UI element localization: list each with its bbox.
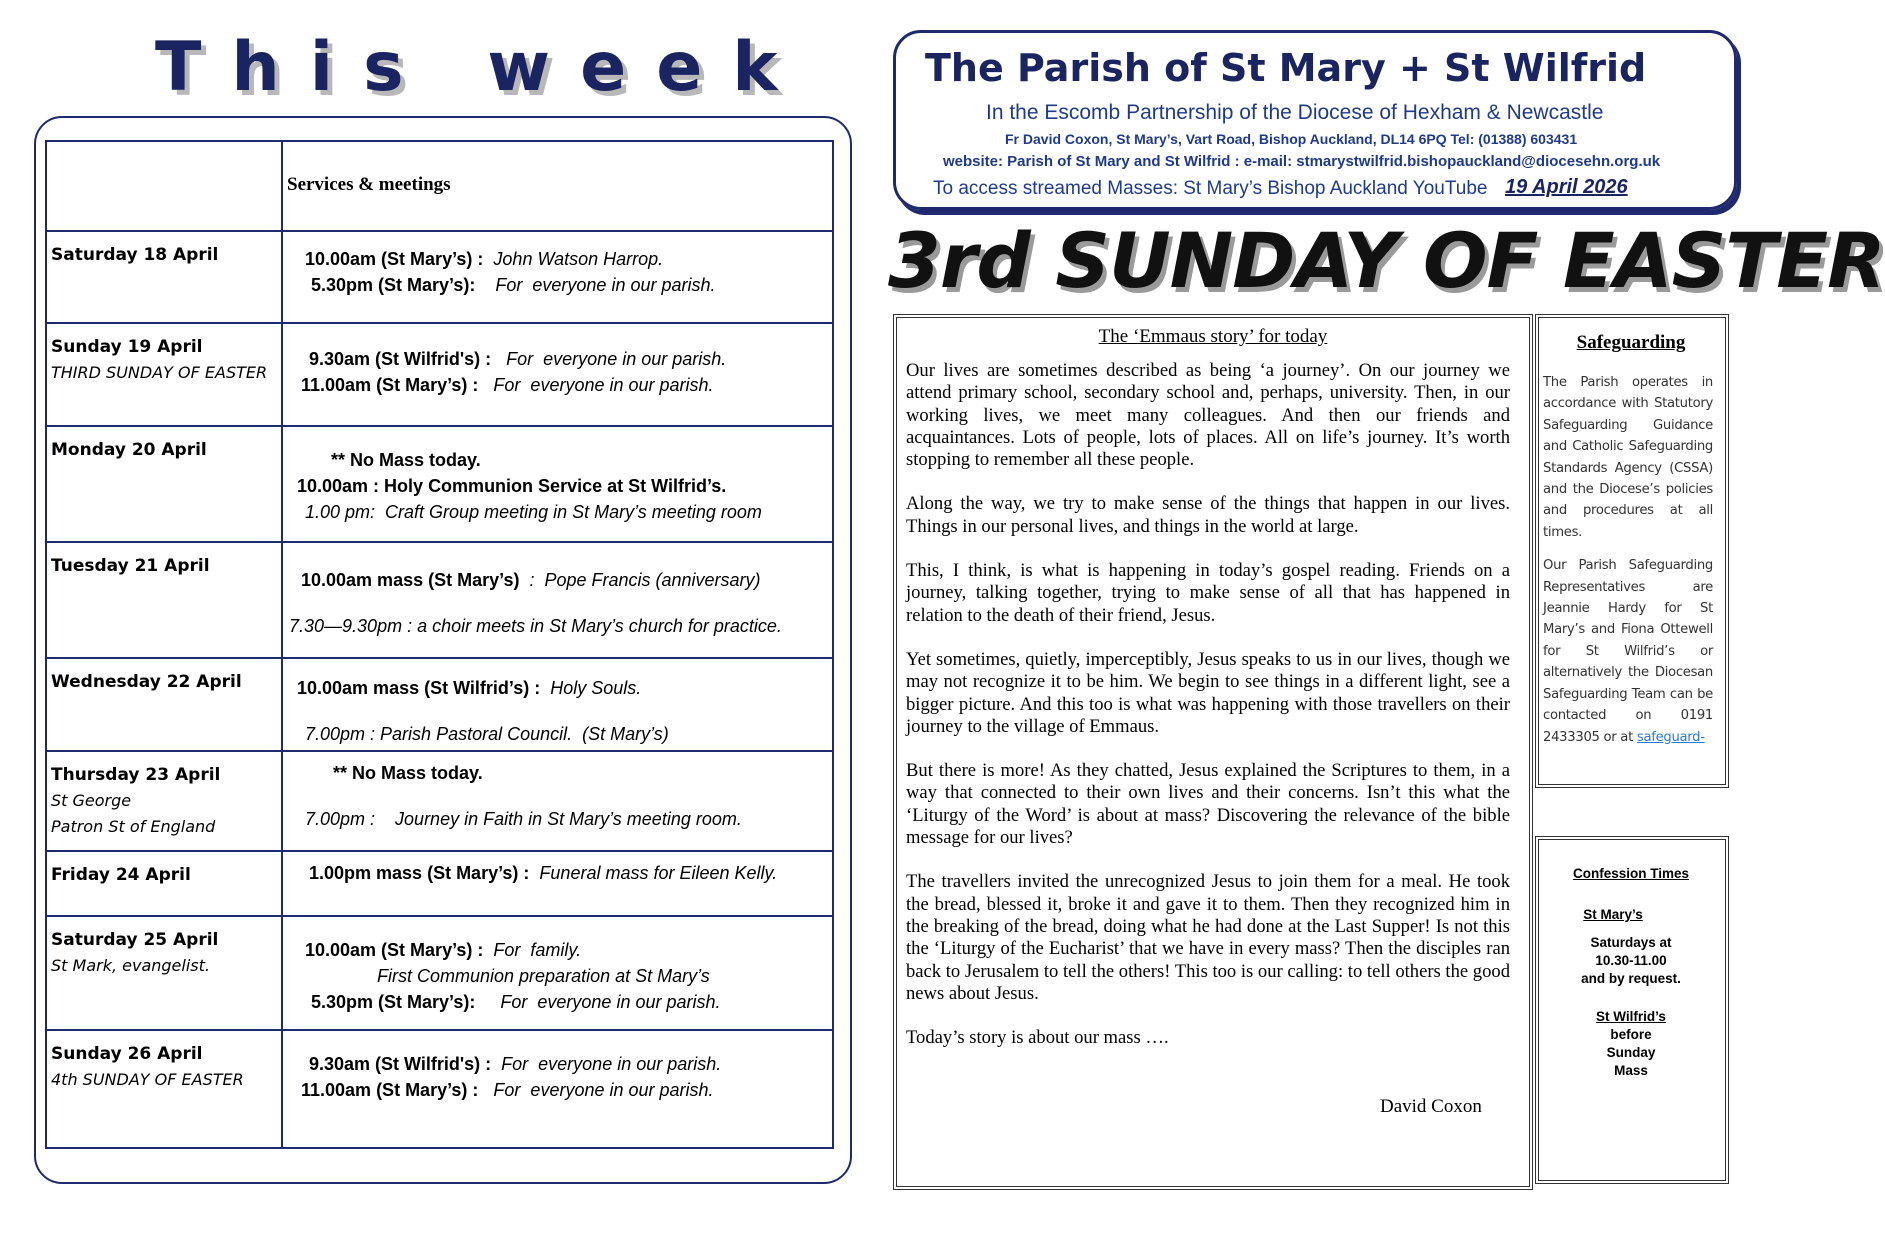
confession-time-line: 10.30-11.00 [1595,953,1667,968]
day-name: Tuesday 21 April [51,556,210,576]
service-time: 11.00am (St Mary’s) : [301,375,479,395]
parish-name: The Parish of St Mary + St Wilfrid [925,46,1647,90]
day-cell [46,658,282,751]
schedule-row [46,851,833,916]
service-time: 10.00am mass (St Wilfrid’s) : [297,678,546,698]
day-name: Wednesday 22 April [51,672,242,692]
day-cell [46,851,282,916]
day-cell [46,916,282,1030]
service-line [283,499,832,525]
schedule-header-row [46,141,833,231]
day-cell [46,1030,282,1148]
day-note: THIRD SUNDAY OF EASTER [51,363,268,382]
confession-church-st-wilfrids: St Wilfrid’s [1596,1009,1666,1024]
service-intention: For everyone in our parish. [478,375,714,395]
service-time: ** No Mass today. [333,763,483,783]
service-line [283,1051,832,1077]
emmaus-body [906,360,1510,1071]
services-cell [282,851,833,916]
schedule-row [46,751,833,851]
services-cell [282,542,833,658]
service-time: 10.00am (St Mary’s) : [305,249,489,269]
service-time: 11.00am (St Mary’s) : [301,1080,479,1100]
day-cell [46,426,282,542]
day-name: Thursday 23 April [51,765,221,785]
day-name: Friday 24 April [51,865,191,885]
confession-title: Confession Times [1572,866,1690,881]
service-intention: First Communion preparation at St Mary’s [377,966,710,986]
service-line [283,937,832,963]
emmaus-paragraph: Today’s story is about our mass …. [906,1027,1169,1049]
emmaus-paragraph: But there is more! As they chatted, Jesus explained the Scriptures to them, in a way that connected to their own lives and their concerns. Isn’t this what the ‘Liturgy of the Word’ is about at mass? Discovering the relevance of the bible message for our lives? [906,760,1510,849]
day-note: St Mark, evangelist. [51,956,210,975]
day-note: 4th SUNDAY OF EASTER [51,1070,244,1089]
schedule-row [46,542,833,658]
service-line [283,675,832,701]
service-time: 1.00pm mass (St Mary’s) : [309,863,535,883]
confession-time-line: Saturdays at [1590,935,1672,950]
day-name: Saturday 18 April [51,245,219,265]
confession-time-line: Sunday [1606,1045,1656,1060]
safeguarding-policy-text: The Parish operates in accordance with Statutory Safeguarding Guidance and Catholic Safeguarding Standards Agency (CSSA) and the Diocese’s policies and procedures at all times. [1543,375,1713,540]
confession-church-st-marys: St Mary’s [1583,907,1643,922]
schedule-row [46,426,833,542]
service-line [283,447,832,473]
schedule-row [46,1030,833,1148]
services-cell [282,751,833,851]
service-line [283,1077,832,1103]
service-line [283,989,832,1015]
day-name: Sunday 19 April [51,337,203,357]
schedule-row [46,231,833,323]
emmaus-signature: David Coxon [1380,1096,1482,1117]
header-services-cell [282,141,833,231]
day-name: Sunday 26 April [51,1044,203,1064]
service-intention: For everyone in our parish. [478,1080,714,1100]
day-name: Saturday 25 April [51,930,219,950]
service-time: ** No Mass today. [331,450,481,470]
service-line [283,721,832,747]
service-time: 9.30am (St Wilfrid's) : [309,1054,497,1074]
services-header: Services & meetings [287,174,451,195]
service-time: 10.00am (St Mary’s) : [305,940,489,960]
service-line [283,372,832,398]
service-line [283,473,832,499]
confession-time-line: Mass [1614,1063,1648,1078]
day-cell [46,323,282,426]
service-intention: For everyone in our parish. [496,1054,722,1074]
service-line [283,860,832,886]
emmaus-paragraph: Yet sometimes, quietly, imperceptibly, Jesus speaks to us in our lives, though we may not recognize it to be him. We begin to see things in a different light, see a bigger picture. And this too is what was happening with those travellers on their journey to the village of Emmaus. [906,648,1510,737]
service-time: 9.30am (St Wilfrid's) : [309,349,497,369]
services-cell [282,323,833,426]
service-line [283,806,832,832]
services-cell [282,1030,833,1148]
schedule-row [46,323,833,426]
service-time: 5.30pm (St Mary’s): [311,275,476,295]
service-line [283,593,832,613]
service-line [283,272,832,298]
day-name: Monday 20 April [51,440,207,460]
service-line [283,613,832,639]
emmaus-paragraph: Our lives are sometimes described as being ‘a journey’. On our journey we attend primary school, secondary school and, perhaps, university. Then, in our working lives, we meet many colleagues. And then our friends and acquaintances. Lots of people, lots of places. All on life’s journey. It’s worth stopping to remember all these people. [906,360,1510,471]
emmaus-title: The ‘Emmaus story’ for today [1098,326,1328,347]
services-cell [282,231,833,323]
service-intention: 7.30—9.30pm : a choir meets in St Mary’s church for practice. [289,616,782,636]
stream-info: To access streamed Masses: St Mary’s Bishop Auckland YouTube [933,178,1488,199]
schedule-row [46,658,833,751]
day-note: Patron St of England [51,817,216,836]
services-cell [282,426,833,542]
confession-time-line: before [1610,1027,1652,1042]
schedule-table [45,140,834,1149]
service-line [283,246,832,272]
header-empty-cell [46,141,282,231]
safeguarding-contacts [1543,555,1713,748]
service-intention: For everyone in our parish. [496,349,727,369]
service-intention: 7.00pm : Journey in Faith in St Mary’s meeting room. [305,809,742,829]
parish-address: Fr David Coxon, St Mary’s, Vart Road, Bishop Auckland, DL14 6PQ Tel: (01388) 603431 [1005,131,1578,147]
service-line [283,786,832,806]
safeguarding-title: Safeguarding [1576,332,1686,353]
service-line [283,567,832,593]
emmaus-paragraph: The travellers invited the unrecognized Jesus to join them for a meal. He took the bread, blessed it, broke it and gave it to them. Then they recognized him in the breaking of the bread, doing what he had done at the Last Supper! Is not this the ‘Liturgy of the Eucharist’ that we have in every mass? Then the disciples ran back to Jerusalem to tell the others! This too is our calling: to tell others the good news about Jesus. [906,871,1510,1004]
confession-time-line: and by request. [1581,971,1681,986]
service-intention: Holy Souls. [545,678,642,698]
service-intention: John Watson Harrop. [488,249,664,269]
schedule-row [46,916,833,1030]
service-line [283,963,832,989]
this-week-title: This week [155,28,808,107]
safeguarding-contacts-text: Our Parish Safeguarding Representatives are Jeannie Hardy for St Mary’s and Fiona Ottewell for St Wilfrid’s or alternatively the Diocesan Safeguarding Team can be contacted on 0191 2433305 or at [1543,558,1713,745]
service-time: 10.00am mass (St Mary’s) [301,570,520,590]
day-cell [46,231,282,323]
parish-website-line: website: Parish of St Mary and St Wilfrid : e-mail: stmarystwilfrid.bishopauckland@diocesehn.org.uk [943,153,1661,170]
service-intention: 7.00pm : Parish Pastoral Council. (St Mary’s) [305,724,669,744]
emmaus-paragraph: Along the way, we try to make sense of the things that happen in our lives. Things in our personal lives, and things in the world at large. [906,493,1510,537]
service-intention: For everyone in our parish. [475,992,721,1012]
services-cell [282,658,833,751]
service-time: 10.00am : Holy Communion Service at St Wilfrid’s. [297,476,727,496]
service-time: 5.30pm (St Mary’s): [311,992,476,1012]
safeguarding-link[interactable]: safeguard- [1636,729,1705,745]
service-intention: For everyone in our parish. [475,275,716,295]
services-cell [282,916,833,1030]
service-line [283,346,832,372]
day-cell [46,542,282,658]
emmaus-paragraph: This, I think, is what is happening in today’s gospel reading. Friends on a journey, talking together, trying to make sense of all that has happened in relation to the death of their friend, Jesus. [906,560,1510,626]
service-intention: : Pope Francis (anniversary) [519,570,761,590]
service-intention: For family. [488,940,582,960]
service-line [283,701,832,721]
parish-subtitle: In the Escomb Partnership of the Diocese of Hexham & Newcastle [986,101,1604,124]
service-intention: Funeral mass for Eileen Kelly. [534,863,778,883]
safeguarding-body [1543,372,1713,760]
service-intention: 1.00 pm: Craft Group meeting in St Mary’s meeting room [305,502,762,522]
sunday-heading: 3rd SUNDAY OF EASTER [888,216,1885,305]
service-line [283,760,832,786]
day-note: St George [51,791,132,810]
day-cell [46,751,282,851]
bulletin-date: 19 April 2026 [1505,176,1628,198]
